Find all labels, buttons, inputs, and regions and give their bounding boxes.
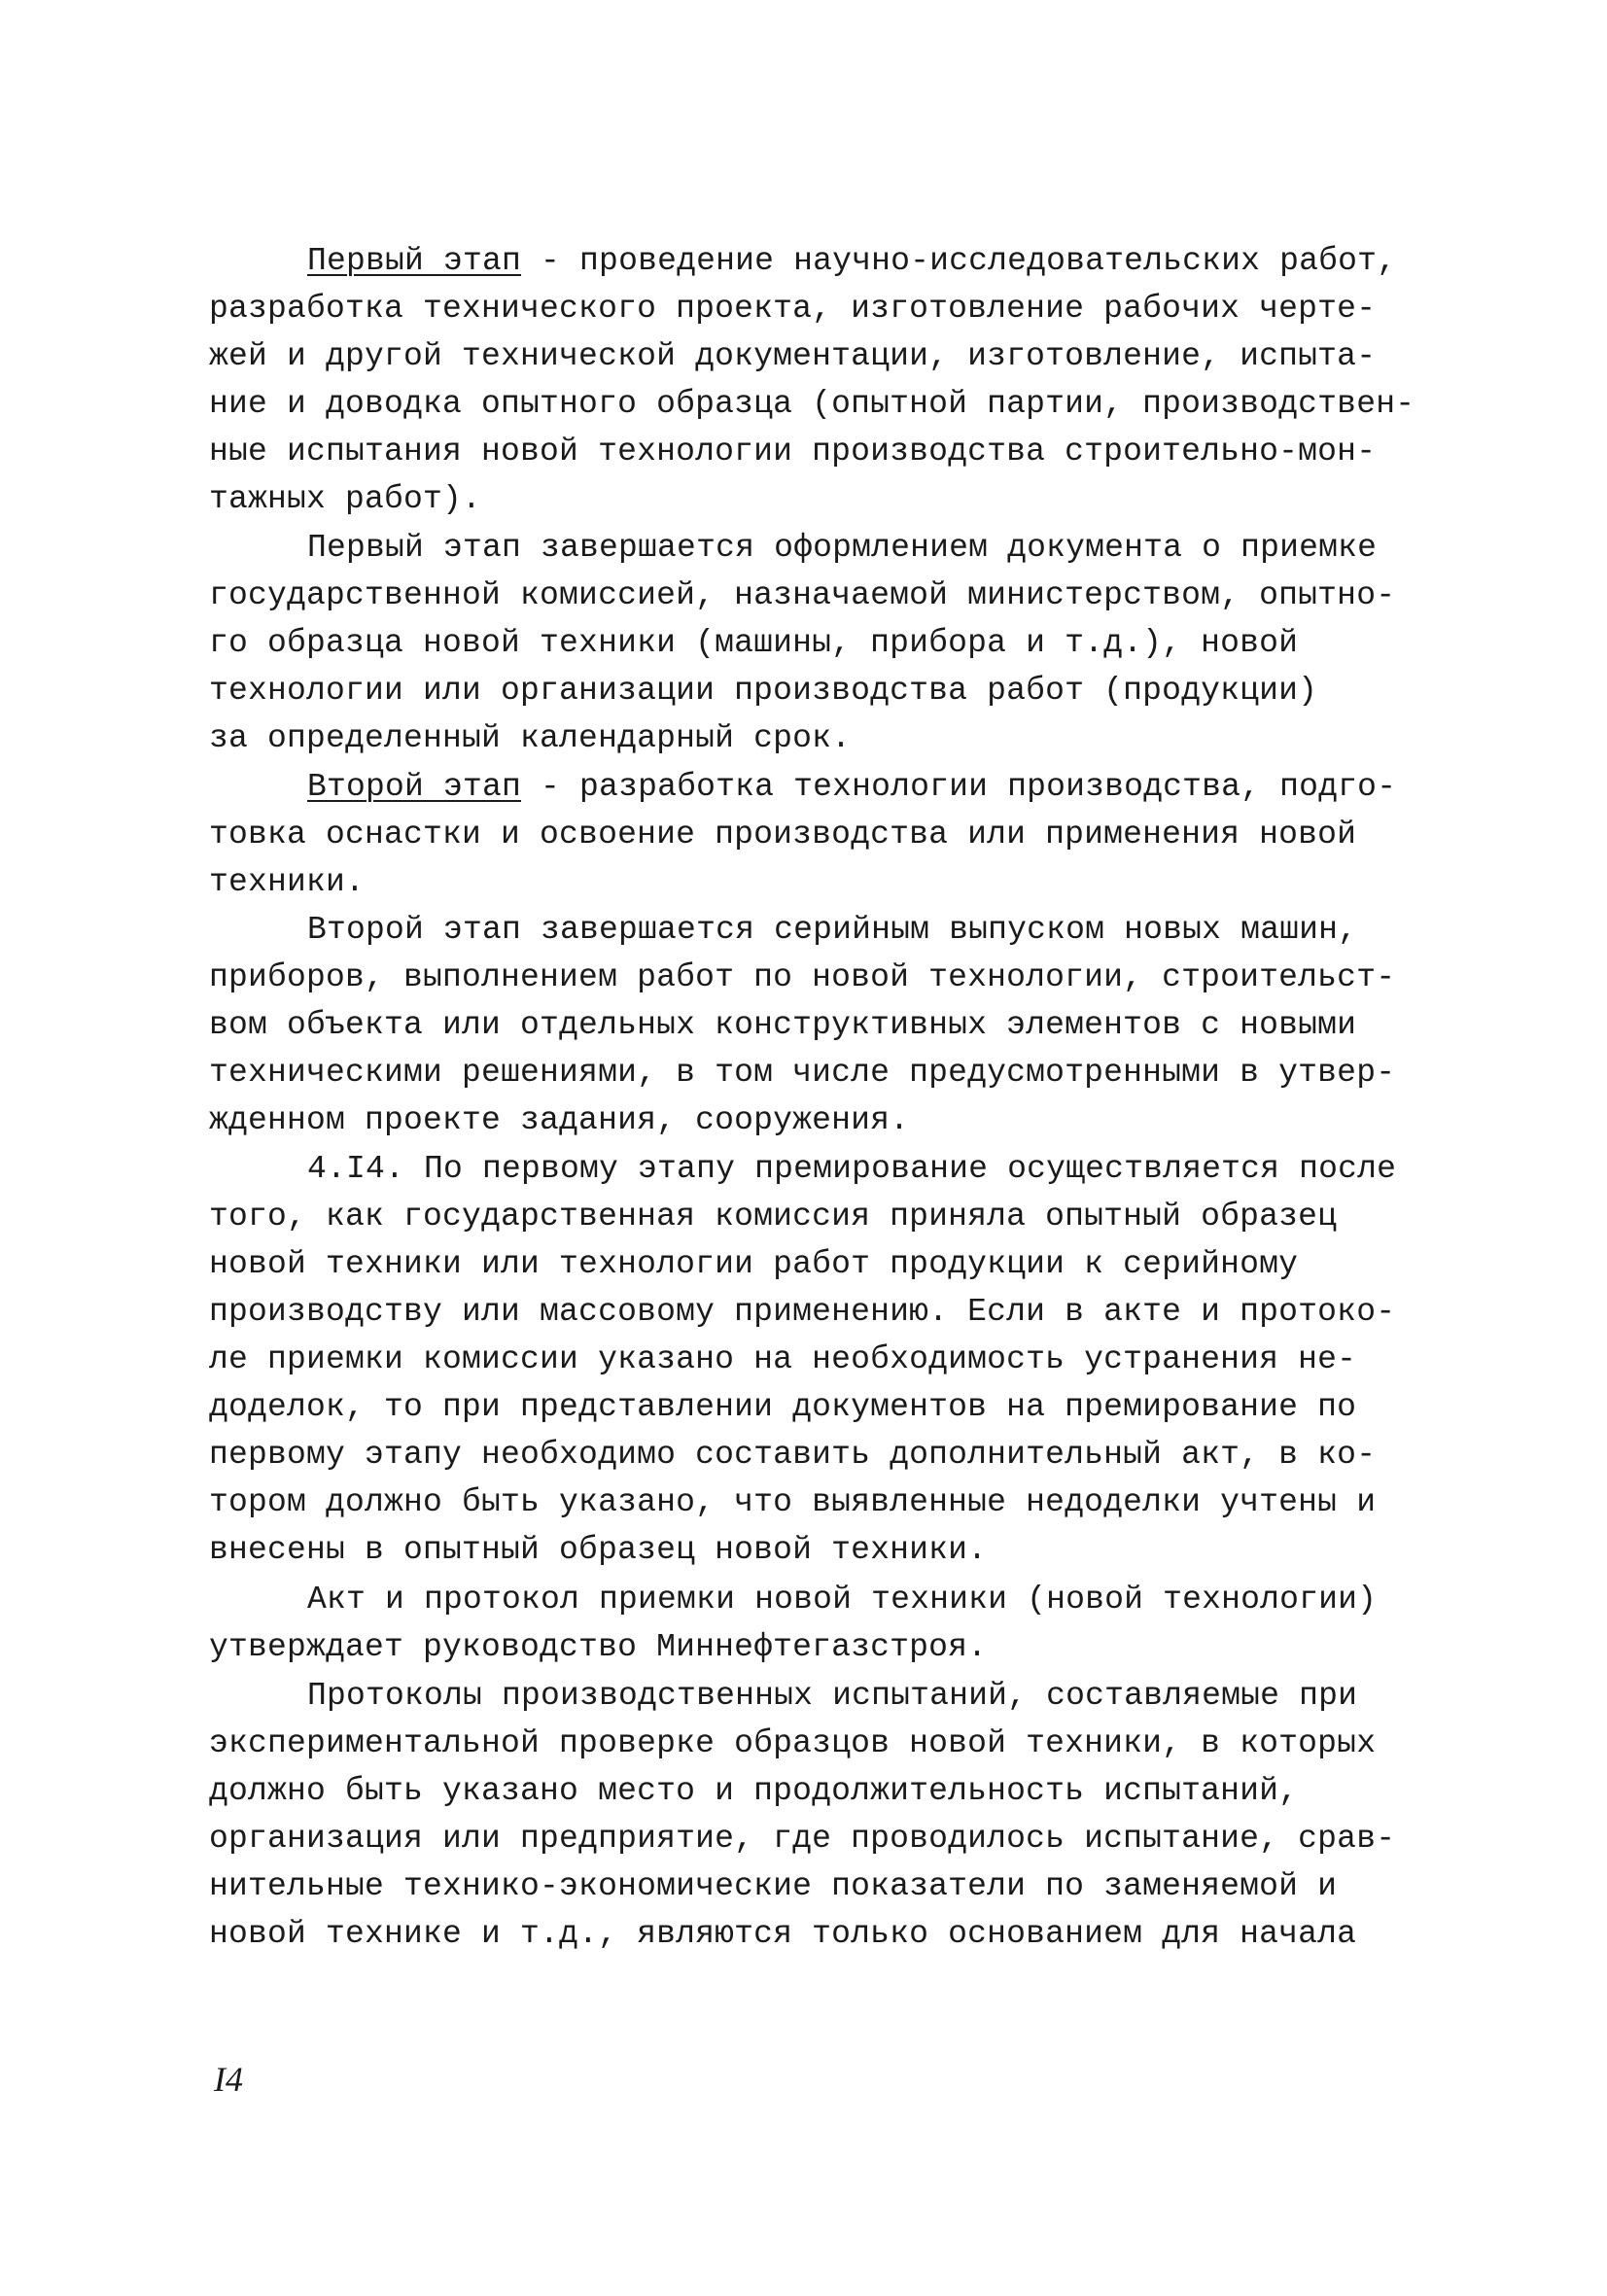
text-line: жденном проекте задания, сооружения. [209,1102,910,1138]
text-line: государственной комиссией, назначаемой министерством, опытно- [209,577,1396,613]
text-line: вом объекта или отдельных конструктивных элементов с новыми [209,1007,1357,1043]
text-line: ле приемки комиссии указано на необходимость устранения не- [209,1341,1357,1377]
text-line: первому этапу необходимо составить дополнительный акт, в ко- [209,1437,1377,1473]
text-line: техники. [209,864,366,900]
text-line: экспериментальной проверке образцов новой техники, в которых [209,1725,1377,1761]
text-line: Второй этап завершается серийным выпуском новых машин, [307,912,1358,948]
text-line: ные испытания новой технологии производства строительно-мон- [209,434,1377,470]
text-line: Второй этап - разработка технологии производства, подго- [307,769,1397,805]
text-line: технологии или организации производства работ (продукции) [209,673,1318,709]
text-line: 4.I4. По первому этапу премирование осуществляется после [307,1151,1397,1187]
text-line: нительные технико-экономические показатели по заменяемой и [209,1868,1338,1904]
text-line: доделок, то при представлении документов на премирование по [209,1389,1357,1425]
text-line: за определенный календарный срок. [209,720,852,756]
text-line: го образца новой техники (машины, прибора и т.д.), новой [209,625,1299,661]
text-line: товка оснастки и освоение производства или применения новой [209,817,1357,852]
text-line: разработка технического проекта, изготовление рабочих черте- [209,291,1377,327]
text-line: Акт и протокол приемки новой техники (новой технологии) [307,1582,1378,1618]
text-line: организация или предприятие, где проводилось испытание, срав- [209,1821,1396,1857]
text-line: производству или массовому применению. Если в акте и протоко- [209,1294,1396,1330]
text-line: жей и другой технической документации, изготовление, испыта- [209,338,1377,374]
text-line: техническими решениями, в том числе предусмотренными в утвер- [209,1055,1396,1091]
text-line: новой техники или технологии работ продукции к серийному [209,1246,1299,1282]
text-line: новой технике и т.д., являются только основанием для начала [209,1916,1357,1952]
text-line: Первый этап - проведение научно-исследовательских работ, [307,243,1397,279]
stage-heading: Второй этап [307,769,522,805]
text-line: ние и доводка опытного образца (опытной партии, производствен- [209,386,1415,422]
text-line: тором должно быть указано, что выявленные недоделки учтены и [209,1484,1377,1520]
text-line: тажных работ). [209,481,482,517]
text-line: приборов, выполнением работ по новой технологии, строительст- [209,959,1396,995]
text-line: Протоколы производственных испытаний, составляемые при [307,1678,1358,1714]
text-line: утверждает руководство Миннефтегазстроя. [209,1629,988,1665]
text-line: должно быть указано место и продолжительность испытаний, [209,1773,1299,1809]
text-line: Первый этап завершается оформлением документа о приемке [307,530,1378,566]
page-number: I4 [214,2060,243,2099]
text-line: того, как государственная комиссия приняла опытный образец [209,1199,1338,1235]
stage-heading: Первый этап [307,243,522,279]
text-line: внесены в опытный образец новой техники. [209,1532,988,1568]
